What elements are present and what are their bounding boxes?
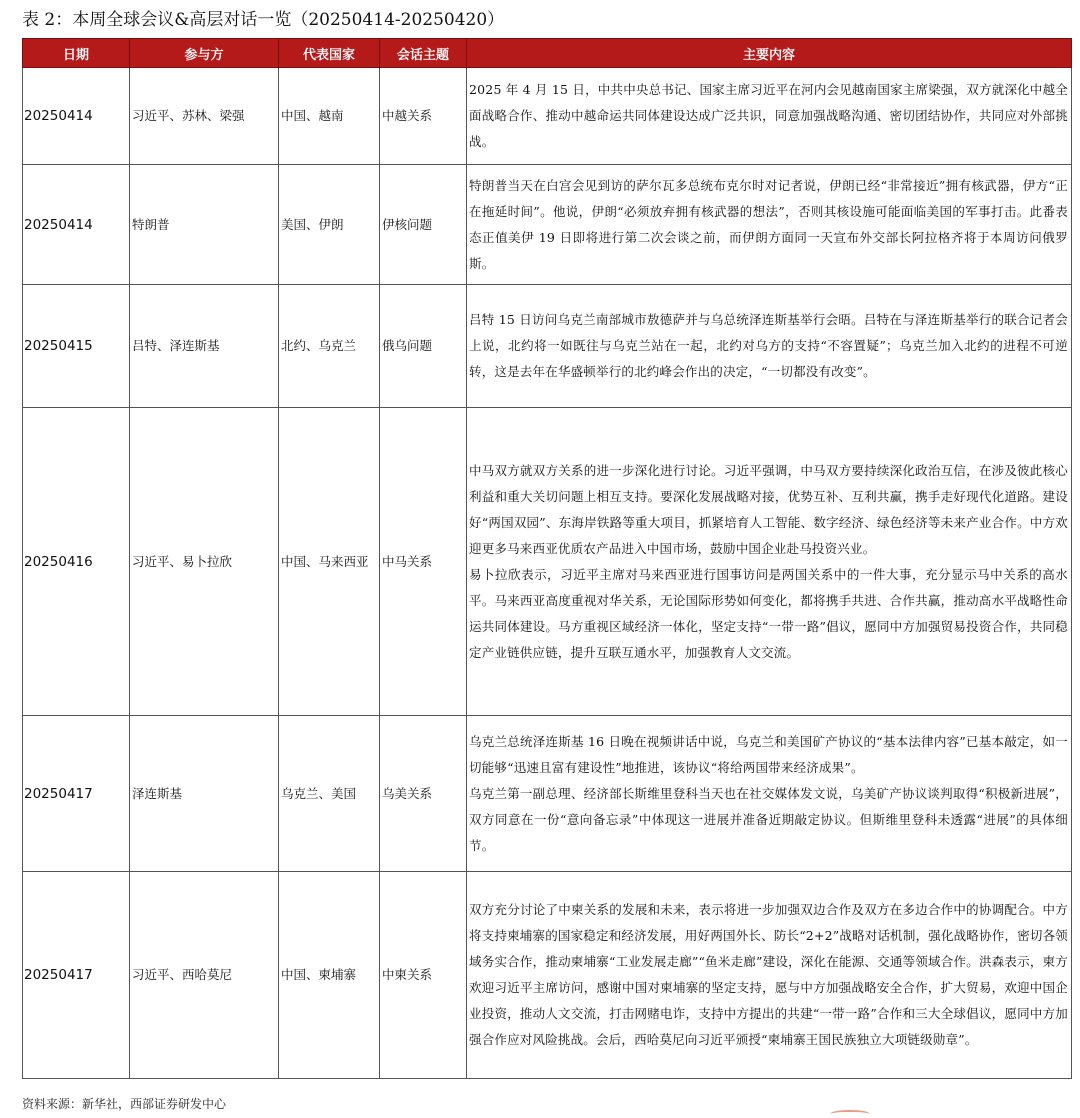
content-paragraph: 特朗普当天在白宫会见到访的萨尔瓦多总统布克尔时对记者说，伊朗已经“非常接近”拥有核武器，伊方“正在拖延时间”。他说，伊朗“必须放弃拥有核武器的想法”，否则其核设施可能面临美国的军事打击。此番表态正值美伊 19 日即将进行第二次会谈之前，而伊朗方面同一天宣布外交部长阿拉格齐将于本周访问俄罗斯。	[469, 177, 1068, 271]
cell-countries: 中国、越南	[279, 68, 380, 165]
meetings-table	[22, 38, 1072, 1079]
content-paragraph: 吕特 15 日访问乌克兰南部城市敖德萨并与乌总统泽连斯基举行会晤。吕特在与泽连斯基举行的联合记者会上说，北约将一如既往与乌克兰站在一起，北约对乌方的支持“不容置疑”；乌克兰加入北约的进程不可逆转，这是去年在华盛顿举行的北约峰会作出的决定，“一切都没有改变”。	[469, 312, 1068, 379]
cell-countries: 北约、乌克兰	[279, 285, 380, 408]
content-paragraph: 乌克兰总统泽连斯基 16 日晚在视频讲话中说，乌克兰和美国矿产协议的“基本法律内容”已基本敲定，如一切能够“迅速且富有建设性”地推进，该协议“将给两国带来经济成果”。	[469, 733, 1068, 775]
cell-content	[467, 68, 1072, 165]
cell-participants: 吕特、泽连斯基	[130, 285, 279, 408]
decorative-mark	[830, 1110, 870, 1118]
cell-content	[467, 285, 1072, 408]
cell-countries: 中国、柬埔寨	[279, 872, 380, 1079]
content-paragraph: 2025 年 4 月 15 日，中共中央总书记、国家主席习近平在河内会见越南国家主席梁强，双方就深化中越全面战略合作、推动中越命运共同体建设达成广泛共识，同意加强战略沟通、密切团结协作，共同应对外部挑战。	[469, 82, 1068, 149]
header-countries: 代表国家	[279, 39, 380, 68]
cell-content	[467, 408, 1072, 716]
cell-content	[467, 872, 1072, 1079]
content-paragraph: 双方充分讨论了中柬关系的发展和未来，表示将进一步加强双边合作及双方在多边合作中的协调配合。中方将支持柬埔寨的国家稳定和经济发展，用好两国外长、防长“2+2”战略对话机制，强化战略协作，密切各领域务实合作，推动柬埔寨“工业发展走廊”“鱼米走廊”建设，深化在能源、交通等领域合作。洪森表示，柬方欢迎习近平主席访问，感谢中国对柬埔寨的坚定支持，愿与中方加强战略安全合作，扩大贸易，欢迎中国企业投资，推动人文交流，打击网赌电诈，支持中方提出的共建“一带一路”合作和三大全球倡议，愿同中方加强合作应对风险挑战。会后，西哈莫尼向习近平颁授“柬埔寨王国民族独立大项链级勋章”。	[469, 902, 1068, 1047]
cell-topic: 中柬关系	[380, 872, 467, 1079]
table-row	[23, 872, 1072, 1079]
cell-date: 20250417	[23, 716, 130, 872]
cell-topic: 乌美关系	[380, 716, 467, 872]
cell-topic: 伊核问题	[380, 165, 467, 285]
table-body	[23, 68, 1072, 1079]
header-date: 日期	[23, 39, 130, 68]
header-topic: 会话主题	[380, 39, 467, 68]
table-row	[23, 716, 1072, 872]
cell-participants: 泽连斯基	[130, 716, 279, 872]
cell-topic: 中马关系	[380, 408, 467, 716]
header-content: 主要内容	[467, 39, 1072, 68]
cell-date: 20250414	[23, 68, 130, 165]
cell-participants: 习近平、易卜拉欣	[130, 408, 279, 716]
content-paragraph: 中马双方就双方关系的进一步深化进行讨论。习近平强调，中马双方要持续深化政治互信，在涉及彼此核心利益和重大关切问题上相互支持。要深化发展战略对接，优势互补、互利共赢，携手走好现代化道路。建设好“两国双园”、东海岸铁路等重大项目，抓紧培育人工智能、数字经济、绿色经济等未来产业合作。中方欢迎更多马来西亚优质农产品进入中国市场，鼓励中国企业赴马投资兴业。	[469, 462, 1068, 556]
cell-topic: 中越关系	[380, 68, 467, 165]
cell-countries: 中国、马来西亚	[279, 408, 380, 716]
content-paragraph: 易卜拉欣表示，习近平主席对马来西亚进行国事访问是两国关系中的一件大事，充分显示马中关系的高水平。马来西亚高度重视对华关系，无论国际形势如何变化，都将携手共进、合作共赢，推动高水平战略性命运共同体建设。马方重视区域经济一体化，坚定支持“一带一路”倡议，愿同中方加强贸易投资合作，共同稳定产业链供应链，提升互联互通水平，加强教育人文交流。	[469, 566, 1068, 660]
table-row	[23, 165, 1072, 285]
cell-countries: 乌克兰、美国	[279, 716, 380, 872]
cell-participants: 习近平、西哈莫尼	[130, 872, 279, 1079]
cell-date: 20250414	[23, 165, 130, 285]
source-note: 资料来源：新华社，西部证券研发中心	[22, 1097, 227, 1111]
cell-content	[467, 716, 1072, 872]
table-header-row	[23, 39, 1072, 68]
table-row	[23, 285, 1072, 408]
cell-content	[467, 165, 1072, 285]
header-participants: 参与方	[130, 39, 279, 68]
table-row	[23, 408, 1072, 716]
content-paragraph: 乌克兰第一副总理、经济部长斯维里登科当天也在社交媒体发文说，乌美矿产协议谈判取得“积极新进展”，双方同意在一份“意向备忘录”中体现这一进展并准备近期敲定协议。但斯维里登科未透露“进展”的具体细节。	[469, 785, 1068, 853]
cell-countries: 美国、伊朗	[279, 165, 380, 285]
cell-date: 20250416	[23, 408, 130, 716]
table-row	[23, 68, 1072, 165]
cell-participants: 特朗普	[130, 165, 279, 285]
cell-date: 20250415	[23, 285, 130, 408]
cell-topic: 俄乌问题	[380, 285, 467, 408]
cell-participants: 习近平、苏林、梁强	[130, 68, 279, 165]
table-title: 表 2：本周全球会议&高层对话一览（20250414-20250420）	[22, 10, 505, 30]
cell-date: 20250417	[23, 872, 130, 1079]
